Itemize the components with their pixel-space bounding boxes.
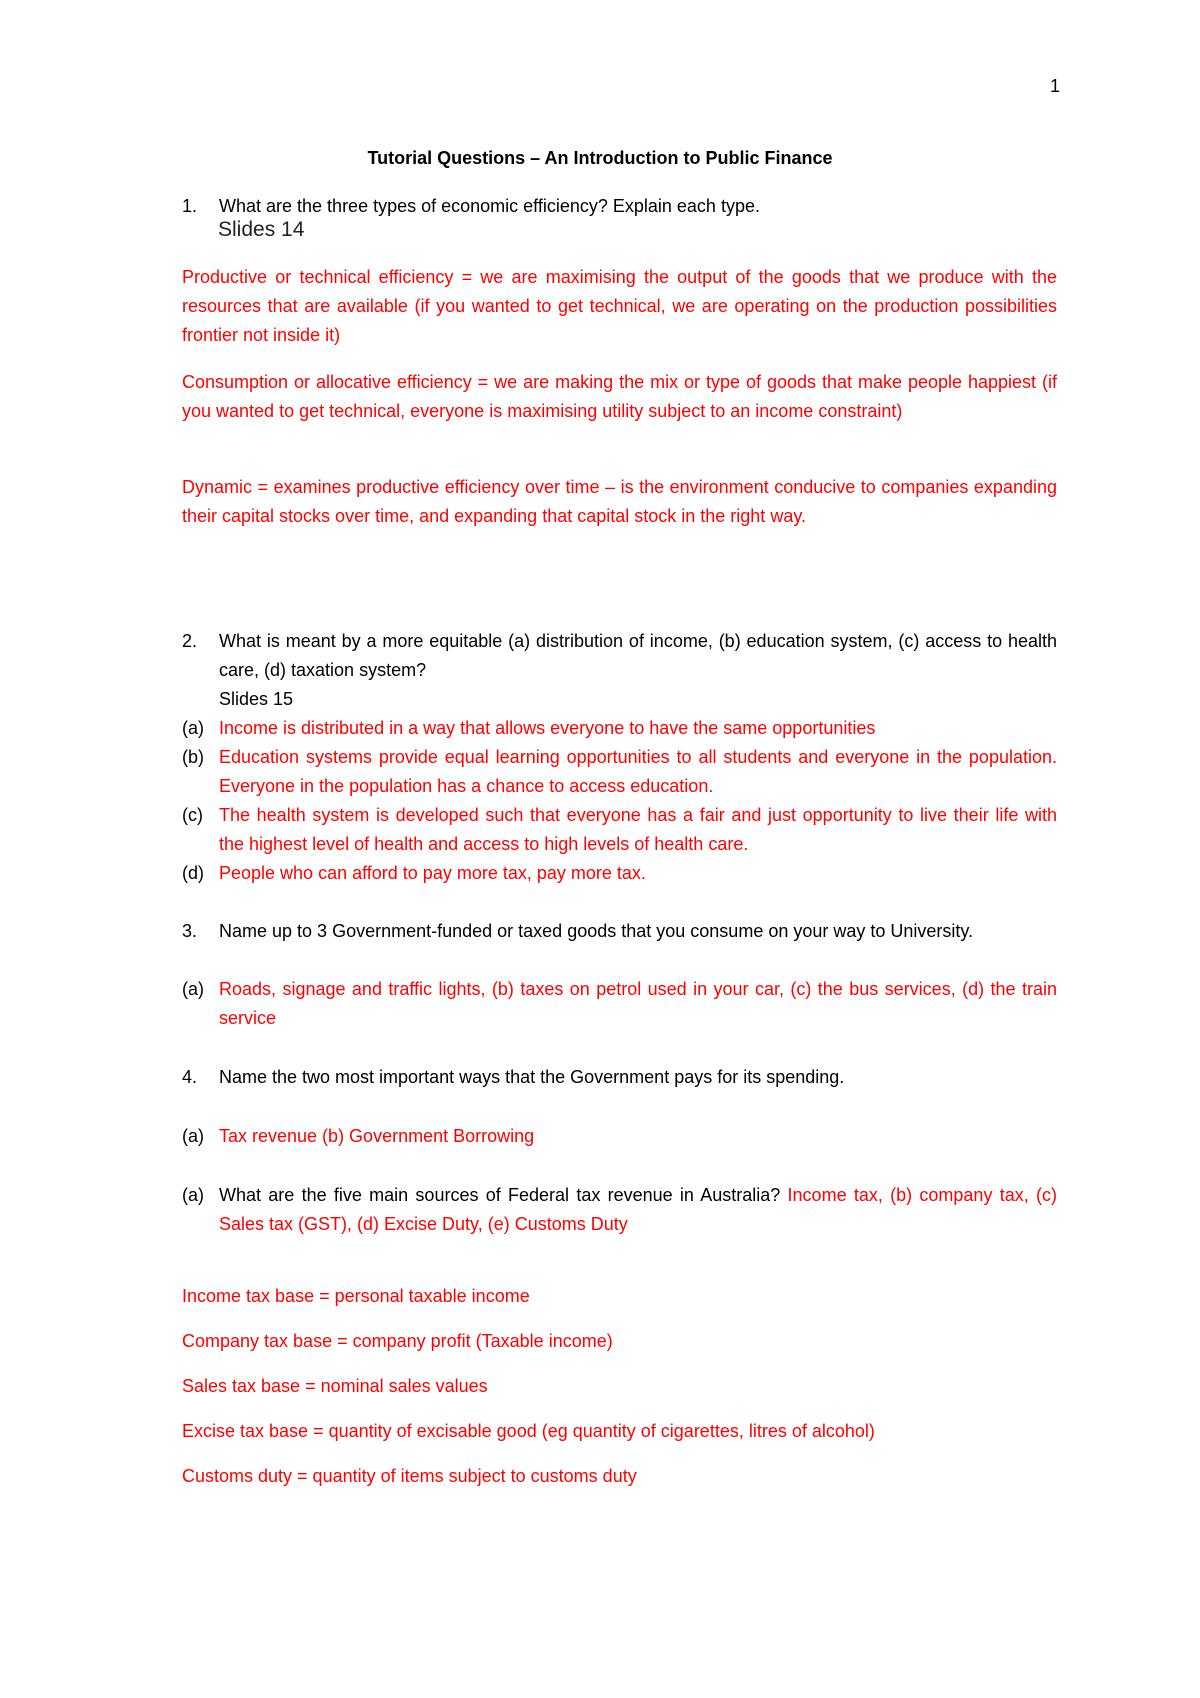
- answer-item: [182, 859, 1057, 888]
- answer-text: Education systems provide equal learning opportunities to all students and everyone in the population. Everyone in the population has a chance to access education.: [219, 747, 1057, 796]
- tax-base-line: Sales tax base = nominal sales values: [182, 1376, 488, 1396]
- answer-label: (a): [182, 718, 204, 738]
- answer-item: [182, 975, 1057, 1033]
- answer-label: (a): [182, 1126, 204, 1146]
- answer-paragraph: Consumption or allocative efficiency = we are making the mix or type of goods that make people happiest (if you wanted to get technical, everyone is maximising utility subject to an income constraint): [182, 372, 1057, 421]
- question-text: [219, 1181, 1057, 1239]
- question-number: 1.: [182, 196, 198, 216]
- answer-text: People who can afford to pay more tax, pay more tax.: [219, 863, 646, 883]
- question-text: What are the three types of economic efficiency? Explain each type.: [219, 196, 760, 216]
- answer-text: Income tax, (b) company tax, (c) Sales tax (GST), (d) Excise Duty, (e) Customs Duty: [219, 1185, 1057, 1234]
- page-number: 1: [1049, 76, 1060, 96]
- question-3: [182, 917, 1057, 975]
- page-title: Tutorial Questions – An Introduction to Public Finance: [367, 148, 833, 168]
- answer-label: (d): [182, 863, 204, 883]
- answer-item: [182, 1122, 1057, 1151]
- question-text-part: What are the five main sources of Federal tax revenue in Australia?: [219, 1185, 781, 1205]
- answer-label: (c): [182, 805, 203, 825]
- tax-base-line: Income tax base = personal taxable income: [182, 1286, 530, 1306]
- tax-base-line: Customs duty = quantity of items subject to customs duty: [182, 1466, 637, 1486]
- answer-label: (a): [182, 979, 204, 999]
- answer-text: The health system is developed such that everyone has a fair and just opportunity to live their life with the highest level of health and access to high levels of health care.: [219, 805, 1057, 854]
- tax-base-line: Excise tax base = quantity of excisable good (eg quantity of cigarettes, litres of alcohol): [182, 1421, 875, 1441]
- slides-reference: Slides 14: [218, 218, 305, 241]
- question-label: (a): [182, 1185, 204, 1205]
- question-number: 4.: [182, 1067, 198, 1087]
- slides-reference: Slides 15: [219, 689, 294, 709]
- question-4: [182, 1063, 1057, 1092]
- answer-paragraph: Productive or technical efficiency = we are maximising the output of the goods that we produce with the resources that are available (if you wanted to get technical, we are operating on the production possibilities frontier not inside it): [182, 267, 1057, 345]
- answer-paragraph: Dynamic = examines productive efficiency over time – is the environment conducive to companies expanding their capital stocks over time, and expanding that capital stock in the right way.: [182, 477, 1057, 526]
- answer-item: [182, 801, 1057, 859]
- question-text: Name up to 3 Government-funded or taxed goods that you consume on your way to University.: [219, 921, 974, 941]
- answer-text: Income is distributed in a way that allows everyone to have the same opportunities: [219, 718, 876, 738]
- question-1: [182, 192, 1057, 221]
- answer-text: Roads, signage and traffic lights, (b) taxes on petrol used in your car, (c) the bus services, (d) the train service: [219, 979, 1057, 1028]
- answer-label: (b): [182, 747, 204, 767]
- question-2: [182, 627, 1057, 685]
- question-text: Name the two most important ways that the Government pays for its spending.: [219, 1067, 845, 1087]
- tax-base-line: Company tax base = company profit (Taxable income): [182, 1331, 613, 1351]
- question-number: 2.: [182, 631, 198, 651]
- answer-text: Tax revenue (b) Government Borrowing: [219, 1126, 535, 1146]
- question-text: What is meant by a more equitable (a) distribution of income, (b) education system, (c) access to health care, (d) taxation system?: [219, 631, 1057, 680]
- question-number: 3.: [182, 921, 198, 941]
- question-5: [182, 1181, 1057, 1239]
- answer-item: [182, 714, 1057, 743]
- answer-item: [182, 743, 1057, 801]
